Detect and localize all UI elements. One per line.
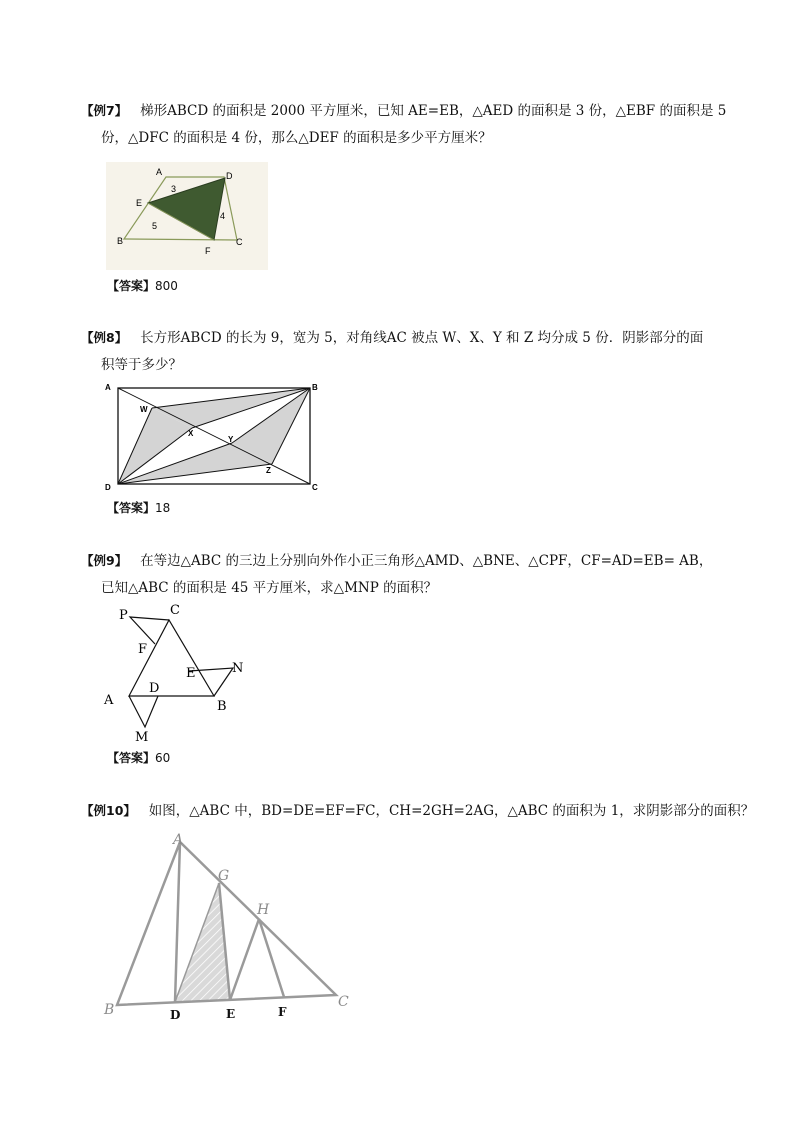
label-C: C (170, 603, 180, 618)
label-M: M (135, 730, 149, 745)
problem-7-line1 (81, 97, 741, 125)
figure-9-triangles (100, 600, 250, 745)
answer-value: 800 (155, 279, 178, 293)
answer-tag: 【答案】 (107, 501, 156, 515)
problem-10 (81, 797, 755, 825)
problem-9-line2: 已知△ABC 的面积是 45 平方厘米，求△MNP 的面积？ (101, 580, 438, 596)
label-4: 4 (220, 211, 226, 221)
segment-he (230, 919, 259, 1000)
label-C: C (312, 483, 318, 492)
label-C: C (338, 994, 349, 1010)
label-P: P (119, 608, 128, 623)
problem-tag: 【例7】 (81, 103, 128, 118)
problem-text: 长方形ABCD 的长为 9，宽为 5，对角线AC 被点 W、X、Y 和 Z 均分成 5 份．阴影部分的面 (140, 330, 704, 346)
problem-9-line1 (81, 547, 741, 575)
label-A: A (156, 167, 163, 177)
segment-ad (175, 842, 180, 1002)
label-C: C (236, 237, 243, 247)
triangle-amd (129, 696, 158, 727)
label-B: B (312, 383, 318, 392)
answer-8 (107, 499, 170, 516)
problem-text: 梯形ABCD 的面积是 2000 平方厘米，已知 AE=EB，△AED 的面积是 3 份，△EBF 的面积是 5 (140, 103, 727, 119)
figure-7-trapezoid (104, 160, 270, 272)
problem-tag: 【例10】 (81, 803, 136, 818)
label-E: E (186, 666, 196, 681)
label-W: W (140, 405, 148, 414)
problem-8-line2: 积等于多少？ (101, 357, 182, 373)
label-E: E (226, 1007, 236, 1021)
label-E: E (136, 198, 143, 208)
label-F: F (205, 246, 211, 256)
problem-7 (81, 97, 741, 152)
label-A: A (173, 832, 184, 848)
answer-value: 60 (155, 751, 171, 765)
label-F: F (278, 1005, 287, 1019)
problem-tag: 【例9】 (81, 553, 128, 568)
answer-9 (107, 749, 170, 766)
problem-10-line1 (81, 797, 755, 825)
label-D: D (105, 483, 111, 492)
problem-8 (81, 324, 741, 379)
answer-tag: 【答案】 (107, 751, 156, 765)
label-D: D (149, 681, 160, 696)
label-B: B (217, 699, 227, 714)
label-3: 3 (171, 184, 177, 194)
label-B: B (117, 236, 124, 246)
problem-text: 在等边△ABC 的三边上分别向外作小正三角形△AMD、△BNE、△CPF，CF=AD=EB= AB， (140, 553, 713, 569)
label-B: B (104, 1002, 115, 1018)
label-X: X (188, 429, 194, 438)
label-F: F (138, 642, 148, 657)
label-Y: Y (228, 435, 234, 444)
problem-tag: 【例8】 (81, 330, 128, 345)
label-D: D (170, 1008, 181, 1022)
label-N: N (232, 661, 244, 676)
answer-tag: 【答案】 (107, 279, 156, 293)
problem-8-line1 (81, 324, 741, 352)
problem-7-line2: 份，△DFC 的面积是 4 份，那么△DEF 的面积是多少平方厘米？ (101, 130, 492, 146)
problem-text: 如图，△ABC 中，BD=DE=EF=FC，CH=2GH=2AG，△ABC 的面积为 1，求阴影部分的面积？ (148, 803, 755, 819)
figure-10-triangle (102, 826, 362, 1026)
label-Z: Z (266, 466, 271, 475)
label-A: A (105, 383, 111, 392)
triangle-abc (129, 620, 214, 696)
label-A: A (104, 693, 114, 708)
label-D: D (226, 171, 233, 181)
label-H: H (257, 902, 270, 918)
figure-8-rectangle (104, 380, 324, 492)
answer-value: 18 (155, 501, 171, 515)
answer-7 (107, 277, 178, 294)
problem-9 (81, 547, 741, 602)
label-G: G (218, 868, 230, 884)
label-5: 5 (152, 221, 158, 231)
